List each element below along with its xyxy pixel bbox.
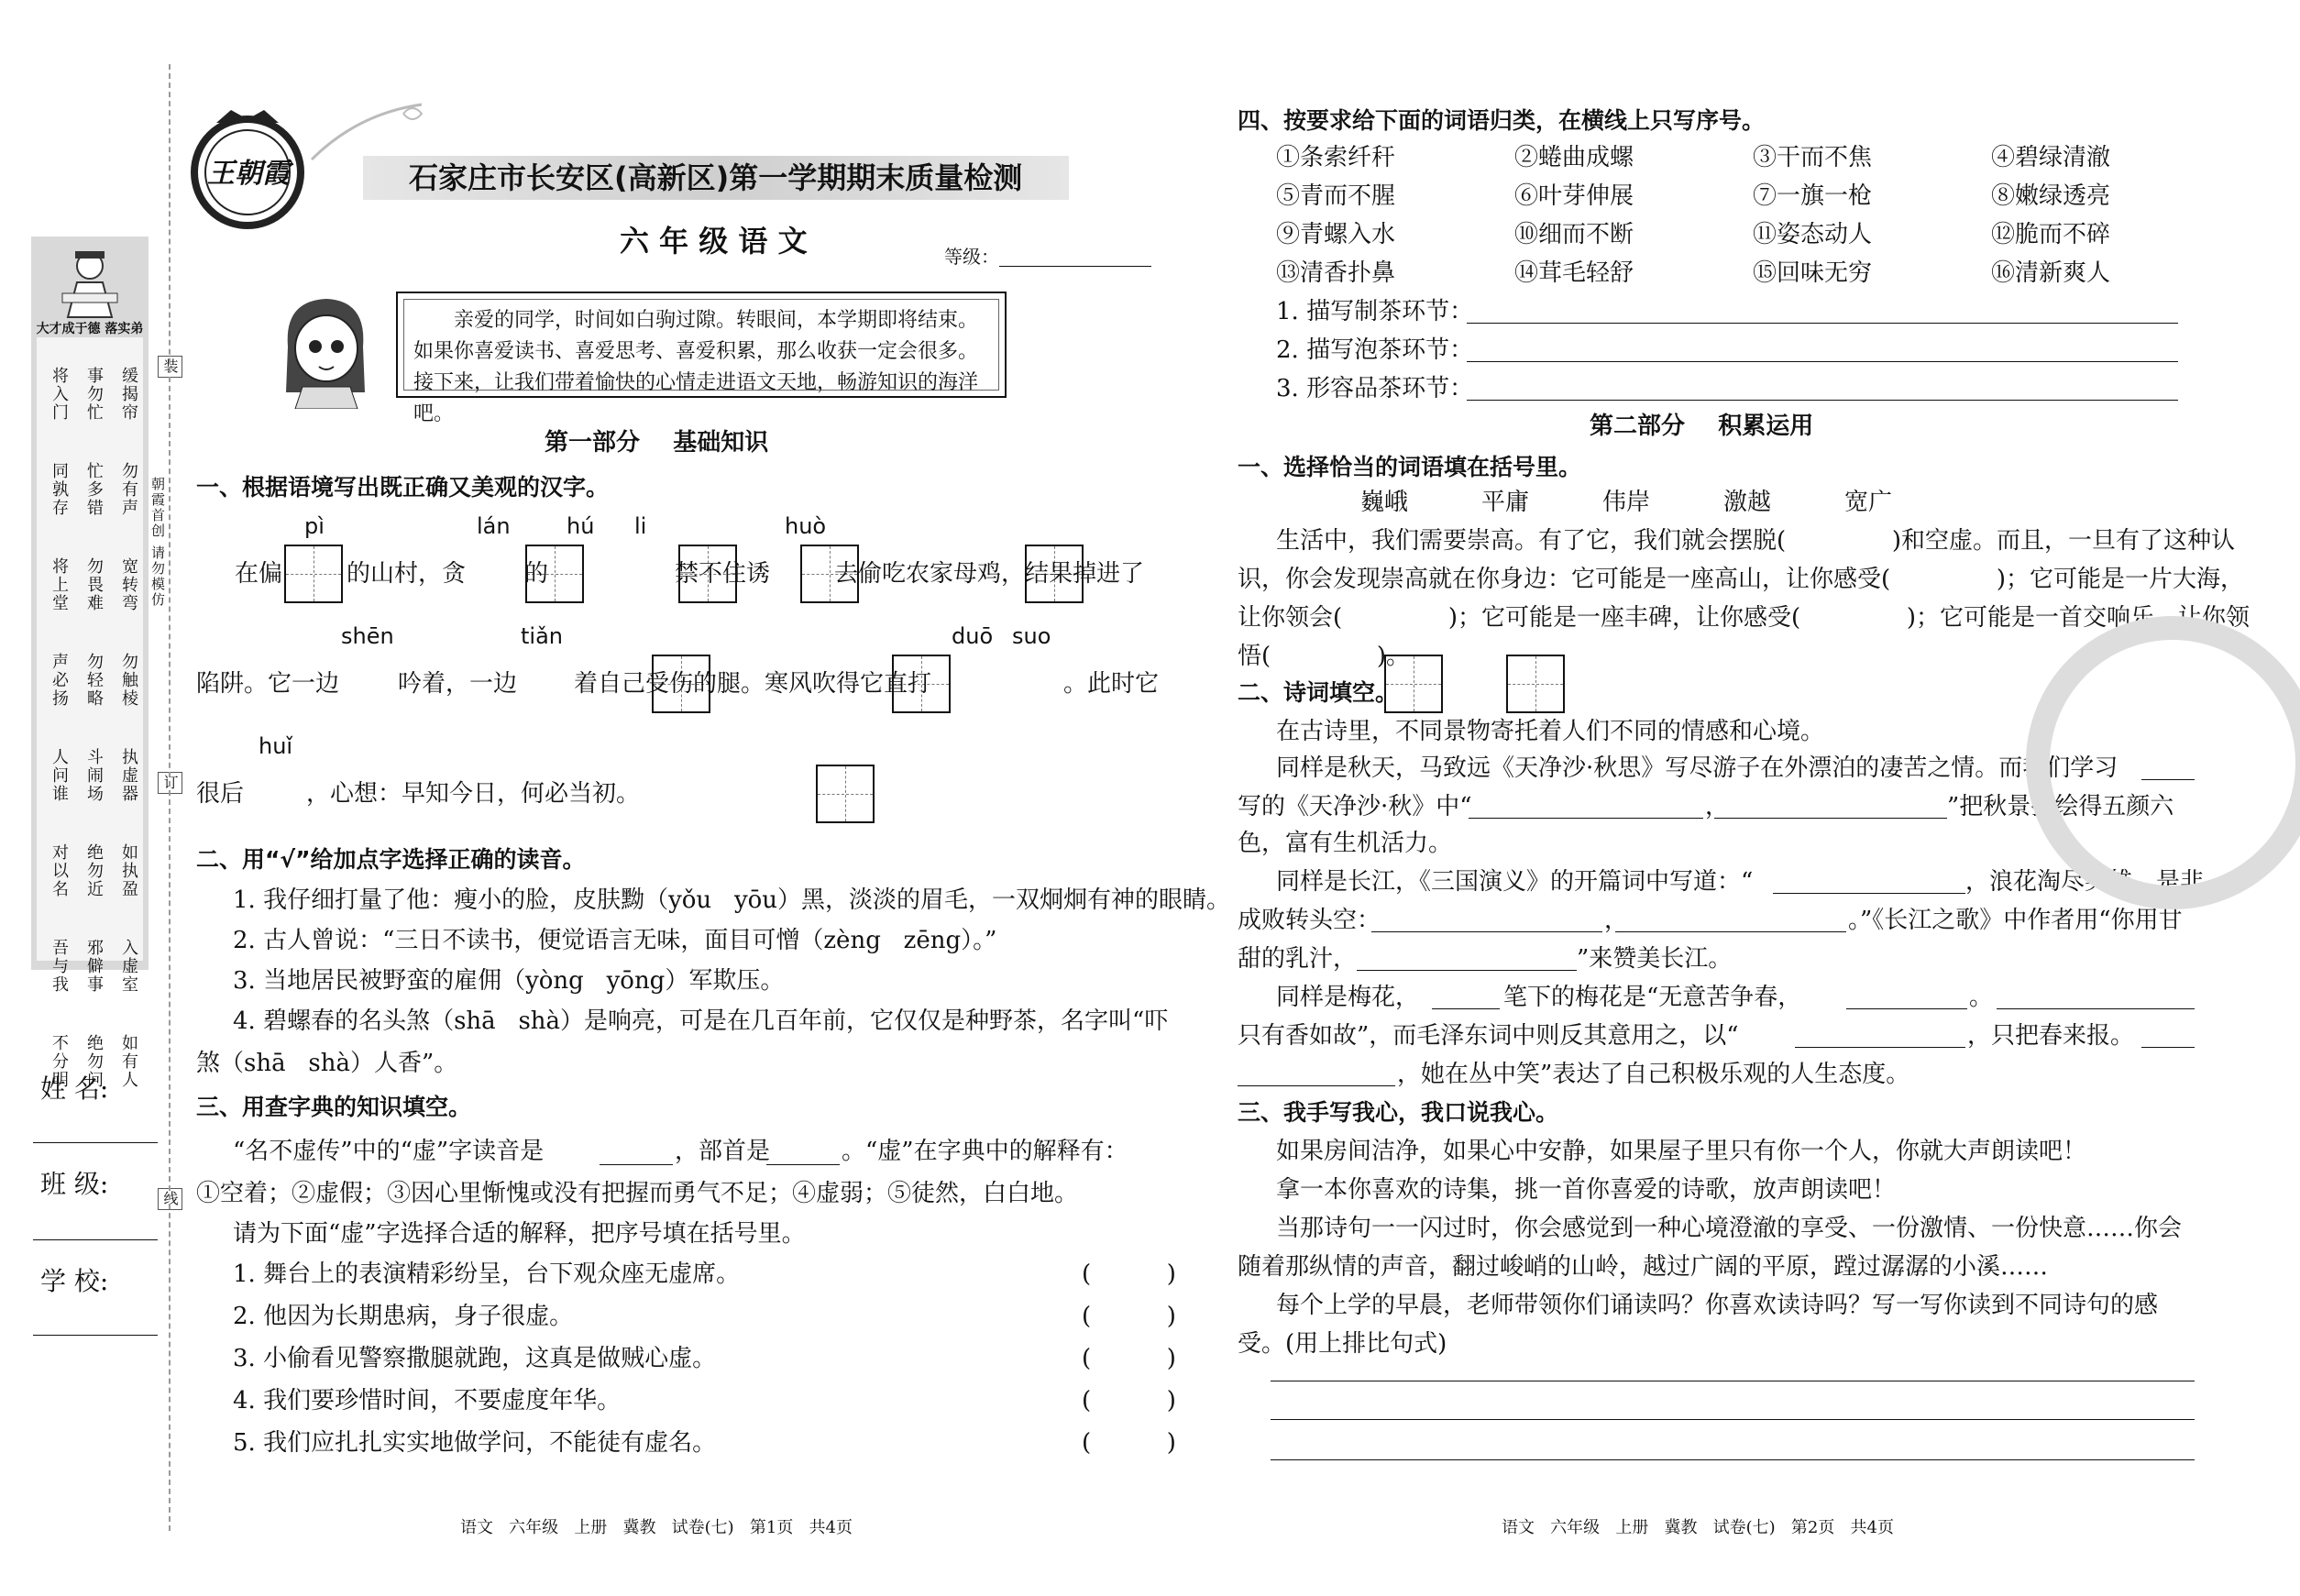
p1-q2-item-3: 3. 当地居民被野蛮的雇佣（yòng yōng）军欺压。 xyxy=(233,967,785,995)
word-option: ⑦一旗一枪 xyxy=(1753,182,1873,210)
classify-field[interactable] xyxy=(1467,323,2178,324)
q3-item: 1. 舞台上的表演精彩纷呈，台下观众座无虚席。 xyxy=(233,1260,741,1288)
q1-text: 着自己受伤的腿。寒风吹得它直打 xyxy=(574,670,932,698)
p1-q2-item-4b: 煞（shā shà）人香”。 xyxy=(196,1050,458,1077)
word-option: ⑧嫩绿透亮 xyxy=(1991,182,2111,210)
q3-text: “名不虚传”中的“虚”字读音是 xyxy=(233,1138,545,1165)
p1-q1-title: 一、根据语境写出既正确又美观的汉字。 xyxy=(196,474,610,501)
paragraph-line: 识，你会发现崇高就在你身边：它可能是一座高山，让你感受( )；它可能是一片大海， xyxy=(1238,566,2244,593)
word-option: ⑩细而不断 xyxy=(1514,221,1634,248)
poem-line: 同样是长江，《三国演义》的开篇词中写道：“ xyxy=(1276,868,1754,896)
maxim-text: 将上堂 xyxy=(50,557,69,612)
q1-text: 陷阱。它一边 xyxy=(196,670,340,698)
maxim-text: 缓揭帘 xyxy=(119,367,138,422)
maxim-text: 绝勿问 xyxy=(84,1034,104,1089)
prompt-line: 每个上学的早晨，老师带领你们诵读吗？你喜欢读诗吗？写一写你读到不同诗句的感 xyxy=(1276,1292,2159,1319)
char-box[interactable] xyxy=(284,545,343,603)
p1-q2-item-1: 1. 我仔细打量了他：瘦小的脸，皮肤黝（yǒu yōu）黑，淡淡的眉毛，一双炯炯有神的眼睛。 xyxy=(233,886,1231,914)
pinyin-suo: suo xyxy=(1012,623,1051,649)
exam-title: 石家庄市长安区(高新区)第一学期期末质量检测 xyxy=(409,160,1023,195)
poem-line: ”来赞美长江。 xyxy=(1577,945,1733,973)
poem-line: ，她在丛中笑”表达了自己积极乐观的人生态度。 xyxy=(1397,1061,1910,1088)
poem-line: 同样是秋天，马致远《天净沙·秋思》写尽游子在外漂泊的凄苦之情。而我们学习 xyxy=(1276,754,2118,782)
q3-instruction: 请为下面“虚”字选择合适的解释，把序号填在括号里。 xyxy=(233,1220,806,1248)
poem-line: 甜的乳汁， xyxy=(1238,945,1358,973)
char-box[interactable] xyxy=(816,765,875,823)
char-box[interactable] xyxy=(1506,655,1565,713)
poem-line: ”把秋景描绘得五颜六 xyxy=(1947,793,2174,820)
word-option: ⑬清香扑鼻 xyxy=(1276,259,1396,287)
maxim-text: 将入门 xyxy=(50,367,69,422)
maxim-text: 声必扬 xyxy=(50,653,69,708)
pinyin-lan: lán xyxy=(477,513,511,539)
pinyin-hu: hú xyxy=(567,513,595,539)
q3-text: ，部首是 xyxy=(675,1138,771,1165)
part1-title: 第一部分 基础知识 xyxy=(545,429,769,457)
poem-line: ， xyxy=(1705,793,1730,820)
answer-paren[interactable]: ( ) xyxy=(1082,1345,1176,1372)
maxim-text: 勿畏难 xyxy=(84,557,104,612)
classify-field[interactable] xyxy=(1467,361,2178,362)
maxim-text: 忙多错 xyxy=(84,462,104,517)
q1-text: 的 xyxy=(524,560,549,588)
pinyin-pi: pì xyxy=(304,513,325,539)
poem-line: 。 xyxy=(1969,984,1994,1011)
p1-q3-title: 三、用查字典的知识填空。 xyxy=(196,1094,472,1120)
poem-blank[interactable] xyxy=(1714,818,1947,819)
maxim-text: 入虚室 xyxy=(119,939,138,994)
binding-line xyxy=(169,64,171,1531)
q3-item: 5. 我们应扎扎实实地做学问，不能徒有虚名。 xyxy=(233,1429,717,1457)
school-label: 学 校: xyxy=(40,1266,109,1296)
maxim-text: 斗闹场 xyxy=(84,748,104,803)
pinyin-shen: shēn xyxy=(341,623,394,649)
q3-definitions: ①空着；②虚假；③因心里惭愧或没有把握而勇气不足；④虚弱；⑤徒然，白白地。 xyxy=(196,1180,1079,1207)
q4-title: 四、按要求给下面的词语归类，在横线上只写序号。 xyxy=(1238,107,1766,134)
part2-title: 第二部分 积累运用 xyxy=(1590,413,1814,440)
maxim-text: 如执盈 xyxy=(119,843,138,898)
poem-blank[interactable] xyxy=(1795,1047,1965,1048)
poem-blank[interactable] xyxy=(2141,1047,2195,1048)
word-option: ②蜷曲成螺 xyxy=(1514,144,1634,171)
q3-text: 。“虚”在字典中的解释有： xyxy=(842,1138,1128,1165)
maxim-text: 事勿忙 xyxy=(84,367,104,422)
maxim-text: 同孰存 xyxy=(50,462,69,517)
poem-line: 同样是梅花， xyxy=(1276,984,1420,1011)
word-option: ⑥叶芽伸展 xyxy=(1514,182,1634,210)
maxim-text: 对以名 xyxy=(50,843,69,898)
q1-text: 去偷吃农家母鸡，结果掉进了 xyxy=(834,560,1145,588)
maxim-text: 如有人 xyxy=(119,1034,138,1089)
q3-item: 3. 小偷看见警察撒腿就跑，这真是做贼心虚。 xyxy=(233,1345,717,1372)
paragraph-line: 悟( )。 xyxy=(1238,643,1410,670)
binding-tag-2: 订 xyxy=(158,772,182,794)
class-label: 班 级: xyxy=(40,1169,109,1199)
prompt-line: 拿一本你喜欢的诗集，挑一首你喜爱的诗歌，放声朗读吧！ xyxy=(1276,1176,1897,1204)
poem-blank[interactable] xyxy=(1615,931,1846,932)
q1-text: ，心想：早知今日，何必当初。 xyxy=(306,780,641,808)
binding-tag-1: 装 xyxy=(158,356,182,378)
word-option: ⑭茸毛轻舒 xyxy=(1514,259,1634,287)
maxim-text: 邪僻事 xyxy=(84,939,104,994)
answer-paren[interactable]: ( ) xyxy=(1082,1429,1176,1457)
logo-text: 王朝霞 xyxy=(207,158,290,190)
word-option: ⑮回味无穷 xyxy=(1753,259,1873,287)
poem-line: 写的《天净沙·秋》中“ xyxy=(1238,793,1472,820)
q1-text: 在偏 xyxy=(235,560,283,588)
pinyin-li: li xyxy=(634,513,647,539)
q3-item: 4. 我们要珍惜时间，不要虚度年华。 xyxy=(233,1387,622,1414)
watermark-stamp xyxy=(2026,616,2300,909)
word-choice: 宽广 xyxy=(1844,489,1893,516)
maxim-text: 勿轻略 xyxy=(84,653,104,708)
p2-q3-title: 三、我手写我心，我口说我心。 xyxy=(1238,1099,1559,1126)
q1-text: 。此时它 xyxy=(1063,670,1160,698)
intro-text: 亲爱的同学，时间如白驹过隙。转眼间，本学期即将结束。如果你喜爱读书、喜爱思考、喜爱积累，那么收获一定会很多。接下来，让我们带着愉快的心情走进语文天地，畅游知识的海洋吧。 xyxy=(403,299,999,391)
grade-field[interactable] xyxy=(999,266,1151,267)
poem-line: 。”《长江之歌》中作者用“你用甘 xyxy=(1848,907,2183,934)
girl-illustration xyxy=(275,292,376,409)
poem-blank[interactable] xyxy=(1997,1008,2195,1009)
side-note: 朝霞首创 请勿模仿 xyxy=(149,477,166,608)
poem-line: ，只把春来报。 xyxy=(1967,1022,2135,1050)
word-option: ⑨青螺入水 xyxy=(1276,221,1396,248)
maxim-text: 宽转弯 xyxy=(119,557,138,612)
poem-blank[interactable] xyxy=(1371,931,1602,932)
poem-line: ，浪花淘尽英雄。是非 xyxy=(1965,868,2205,896)
poem-line: 成败转头空： xyxy=(1238,907,1381,934)
q3-item: 2. 他因为长期患病，身子很虚。 xyxy=(233,1303,574,1330)
pinyin-tian: tiǎn xyxy=(521,623,563,649)
classify-field[interactable] xyxy=(1467,400,2178,401)
word-option: ⑫脆而不碎 xyxy=(1991,221,2111,248)
p2-q1-title: 一、选择恰当的词语填在括号里。 xyxy=(1238,454,1582,480)
poem-line: 色，富有生机活力。 xyxy=(1238,830,1453,857)
answer-paren[interactable]: ( ) xyxy=(1082,1260,1176,1288)
classify-label: 1. 描写制茶环节： xyxy=(1276,298,1474,325)
word-choice: 激越 xyxy=(1723,489,1772,516)
q1-text: 的山村，贪 xyxy=(347,560,467,588)
maxim-text: 勿触棱 xyxy=(119,653,138,708)
pinyin-hui: huǐ xyxy=(259,733,293,759)
prompt-line: 随着那纵情的声音，翻过峻峭的山岭，越过广阔的平原，蹚过潺潺的小溪…… xyxy=(1238,1253,2049,1281)
q1-text: 禁不住诱 xyxy=(675,560,771,588)
poem-blank[interactable] xyxy=(1432,1008,1500,1009)
poem-blank[interactable] xyxy=(1846,1008,1967,1009)
poem-line: ， xyxy=(1604,907,1629,934)
poem-blank[interactable] xyxy=(1357,970,1577,971)
classify-label: 2. 描写泡茶环节： xyxy=(1276,336,1474,364)
footer-right: 语文 六年级 上册 冀教 试卷(七) 第2页 共4页 xyxy=(1502,1518,1894,1537)
prompt-line: 受。(用上排比句式) xyxy=(1238,1330,1447,1358)
class-field[interactable] xyxy=(33,1239,158,1240)
subject-title: 六 年 级 语 文 xyxy=(620,224,808,259)
q1-text: 很后 xyxy=(196,780,245,808)
word-option: ④碧绿清澈 xyxy=(1991,144,2111,171)
pinyin-huo: huò xyxy=(785,513,827,539)
name-field[interactable] xyxy=(33,1142,158,1143)
writing-line[interactable] xyxy=(1271,1419,2195,1420)
poem-line: 在古诗里，不同景物寄托着人们不同的情感和心境。 xyxy=(1276,718,1825,745)
grade-label: 等级： xyxy=(944,246,999,268)
maxim-text: 吾与我 xyxy=(50,939,69,994)
maxim-text: 绝勿近 xyxy=(84,843,104,898)
scholar-illustration xyxy=(59,246,121,319)
word-option: ①条索纤秆 xyxy=(1276,144,1396,171)
word-choice: 平庸 xyxy=(1481,489,1530,516)
p1-q2-title: 二、用“√”给加点字选择正确的读音。 xyxy=(196,846,586,873)
poem-blank[interactable] xyxy=(1773,893,1965,894)
p2-q2-title: 二、诗词填空。 xyxy=(1238,679,1399,706)
word-option: ③干而不焦 xyxy=(1753,144,1873,171)
q1-text: 吟着，一边 xyxy=(398,670,518,698)
word-option: ⑤青而不腥 xyxy=(1276,182,1396,210)
word-choice: 巍峨 xyxy=(1360,489,1409,516)
footer-left: 语文 六年级 上册 冀教 试卷(七) 第1页 共4页 xyxy=(460,1518,853,1537)
pinyin-duo: duō xyxy=(952,623,994,649)
poem-line: 只有香如故”，而毛泽东词中则反其意用之，以“ xyxy=(1238,1022,1739,1050)
q3-radical-field[interactable] xyxy=(766,1164,840,1165)
word-option: ⑯清新爽人 xyxy=(1991,259,2111,287)
maxim-text: 执虚器 xyxy=(119,748,138,803)
poem-blank[interactable] xyxy=(1238,1085,1395,1086)
maxim-text: 勿有声 xyxy=(119,462,138,517)
binding-tag-3: 线 xyxy=(158,1188,182,1210)
word-choice: 伟岸 xyxy=(1602,489,1651,516)
school-field[interactable] xyxy=(33,1335,158,1336)
word-option: ⑪姿态动人 xyxy=(1753,221,1873,248)
maxim-text: 人问谁 xyxy=(50,748,69,803)
writing-line[interactable] xyxy=(1271,1459,2195,1460)
maxim-text: 不分明 xyxy=(50,1034,69,1089)
poem-blank[interactable] xyxy=(1469,818,1703,819)
classify-label: 3. 形容品茶环节： xyxy=(1276,375,1474,402)
name-label: 姓 名: xyxy=(40,1073,109,1104)
p1-q2-item-2: 2. 古人曾说：“三日不读书，便觉语言无味，面目可憎（zèng zēng）。” xyxy=(233,927,997,954)
q3-reading-field[interactable] xyxy=(600,1164,673,1165)
paragraph-line: 生活中，我们需要崇高。有了它，我们就会摆脱( )和空虚。而且，一旦有了这种认 xyxy=(1276,527,2235,555)
sidebar-motto: 大才成于德 落实弟 xyxy=(36,322,144,336)
poem-line: 笔下的梅花是“无意苦争春， xyxy=(1503,984,1802,1011)
answer-paren[interactable]: ( ) xyxy=(1082,1303,1176,1330)
p1-q2-item-4: 4. 碧螺春的名头煞（shā shà）是响亮，可是在几百年前，它仅仅是种野茶，名字叫“吓 xyxy=(233,1007,1169,1035)
answer-paren[interactable]: ( ) xyxy=(1082,1387,1176,1414)
paragraph-line: 让你领会( )；它可能是一座丰碑，让你感受( )；它可能是一首交响乐，让你领 xyxy=(1238,604,2250,632)
intro-box xyxy=(396,292,1007,425)
prompt-line: 如果房间洁净，如果心中安静，如果屋子里只有你一个人，你就大声朗读吧！ xyxy=(1276,1138,2087,1165)
prompt-line: 当那诗句一一闪过时，你会感觉到一种心境澄澈的享受、一份激情、一份快意……你会 xyxy=(1276,1215,2183,1242)
